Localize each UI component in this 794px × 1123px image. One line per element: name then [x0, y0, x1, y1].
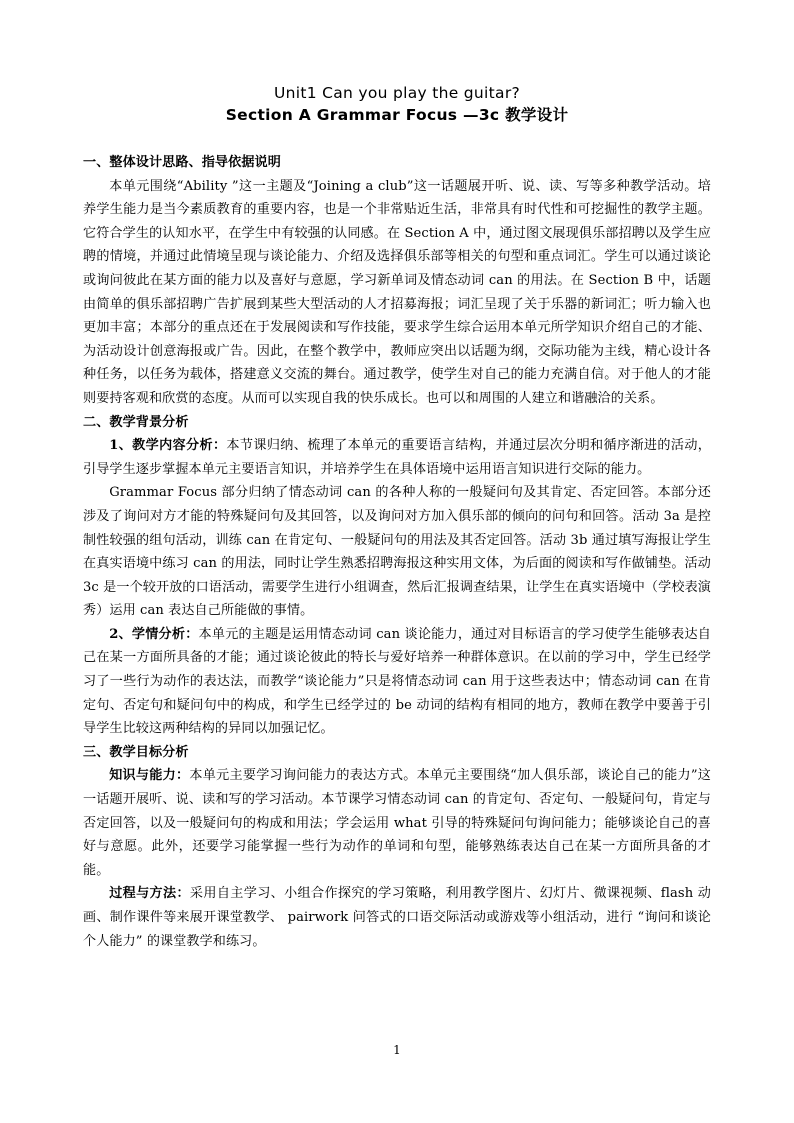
- paragraph-knowledge-ability: [83, 764, 711, 882]
- paragraph-learner-analysis: [83, 623, 711, 741]
- section-heading-background: 二、教学背景分析: [83, 414, 189, 430]
- paragraph-content-analysis: [83, 434, 711, 481]
- text-process-method: 采用自主学习、小组合作探究的学习策略，利用教学图片、幻灯片、微课视频、flash 动画、制作课件等来展开课堂教学、 pairwork 问答式的口语交际活动或游戏等小组活动，进行 “询问和谈论个人能力” 的课堂教学和练习。: [83, 886, 711, 949]
- text-learner-analysis: 本单元的主题是运用情态动词 can 谈论能力，通过对目标语言的学习使学生能够表达自己在某一方面所具备的才能；通过谈论彼此的特长与爱好培养一种群体意识。在以前的学习中，学生已经学习了一些行为动作的表达法，而教学“谈论能力”只是将情态动词 can 用于这些表达中；情态动词 can 在肯定句、否定句和疑问句中的构成，和学生已经学过的 be 动词的结构有相同的地方，教师在教学中要善于引导学生比较这两种结构的异同以加强记忆。: [83, 626, 711, 737]
- section-heading-design: 一、整体设计思路、指导依据说明: [83, 155, 281, 170]
- unit-title: Unit1 Can you play the guitar?: [273, 84, 521, 102]
- lead-learner-analysis: 2、学情分析：: [109, 626, 199, 642]
- lead-process-method: 过程与方法：: [109, 886, 190, 902]
- section-heading-objectives: 三、教学目标分析: [83, 744, 189, 760]
- lead-content-analysis: 1、教学内容分析：: [109, 438, 227, 454]
- section-title: Section A Grammar Focus —3c 教学设计: [225, 106, 569, 124]
- paragraph-process-method: [83, 882, 711, 953]
- document-body: [83, 151, 711, 953]
- text-knowledge-ability: 本单元主要学习询问能力的表达方式。本单元主要围绕“加人俱乐部，谈论自己的能力”这一话题开展听、说、读和写的学习活动。本节课学习情态动词 can 的肯定句、否定句、一般疑问句，肯定与否定回答，以及一般疑问句的构成和用法；学会运用 what 引导的特殊疑问句询问能力；能够谈论自己的喜好与意愿。此外，还要学习能掌握一些行为动作的单词和句型，能够熟练表达自己在某一方面所具备的才能。: [83, 768, 711, 878]
- text-content-analysis: 本节课归纳、梳理了本单元的重要语言结构，并通过层次分明和循序渐进的活动，引导学生逐步掌握本单元主要语言知识，并培养学生在具体语境中运用语言知识进行交际的能力。: [83, 438, 711, 477]
- lead-knowledge-ability: 知识与能力：: [109, 768, 190, 784]
- page-number: 1: [393, 1043, 401, 1057]
- paragraph-grammar-focus: Grammar Focus 部分归纳了情态动词 can 的各种人称的一般疑问句及其肯定、否定回答。本部分还涉及了询问对方才能的特殊疑问句及其回答，以及询问对方加入俱乐部的倾向的问句和回答。活动 3a 是控制性较强的组句活动，训练 can 在肯定句、一般疑问句的用法及其否定回答。活动 3b 通过填写海报让学生在真实语境中练习 can 的用法，同时让学生熟悉招聘海报这种实用文体，为后面的阅读和写作做铺垫。活动 3c 是一个较开放的口语活动，需要学生进行小组调查，然后汇报调查结果，让学生在真实语境中（学校表演秀）运用 can 表达自己所能做的事情。: [83, 485, 711, 619]
- paragraph-design-rationale: 本单元围绕“Ability ”这一主题及“Joining a club”这一话题展开听、说、读、写等多种教学活动。培养学生能力是当今素质教育的重要内容，也是一个非常贴近生活，非常具有时代性和可挖掘性的教学主题。它符合学生的认知水平，在学生中有较强的认同感。在 Section A 中，通过图文展现俱乐部招聘以及学生应聘的情境，并通过此情境呈现与谈论能力、介绍及选择俱乐部等相关的句型和重点词汇。学生可以通过谈论或询问彼此在某方面的能力以及喜好与意愿，学习新单词及情态动词 can 的用法。在 Section B 中，话题由简单的俱乐部招聘广告扩展到某些大型活动的人才招募海报；词汇呈现了关于乐器的新词汇；听力输入也更加丰富；本部分的重点还在于发展阅读和写作技能，要求学生综合运用本单元所学知识介绍自己的才能、为活动设计创意海报或广告。因此，在整个教学中，教师应突出以话题为纲，交际功能为主线，精心设计各种任务，以任务为载体，搭建意义交流的舞台。通过教学，使学生对自己的能力充满自信。对于他人的才能则要持客观和欣赏的态度。从而可以实现自我的快乐成长。也可以和周围的人建立和谐融洽的关系。: [83, 178, 711, 406]
